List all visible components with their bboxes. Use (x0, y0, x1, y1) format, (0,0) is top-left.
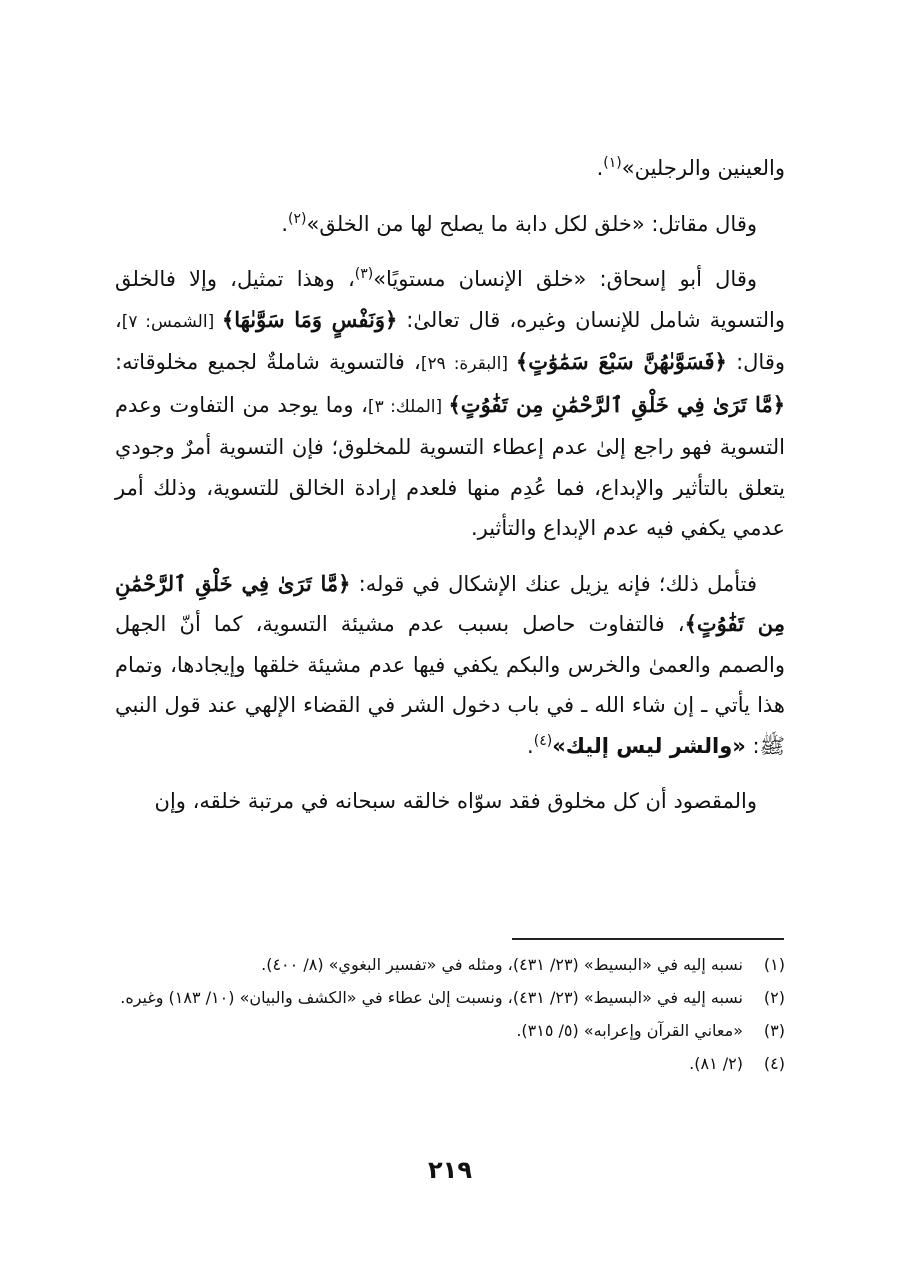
footnote-marker-1: (١) (603, 155, 622, 171)
footnote-marker-2: (٢) (288, 210, 307, 227)
footnotes (115, 948, 785, 1080)
footnote-divider (512, 938, 784, 940)
footnote-number: (٣) (763, 1021, 785, 1040)
quran-verse: ﴿وَنَفْسٍ وَمَا سَوَّىٰهَا﴾ (221, 306, 398, 332)
footnote-number: (٢) (763, 988, 785, 1007)
paragraph-4: فتأمل ذلك؛ فإنه يزيل عنك الإشكال في قوله: ﴿مَّا تَرَىٰ فِي خَلْقِ ٱلرَّحْمَٰنِ مِن تَفَٰوُتٍ﴾، فالتفاوت حاصل بسبب عدم مشيئة التسوية، كما أنّ الجهل والصمم والعمىٰ والخرس والبكم يكفي فيها عدم مشيئة خلقها وإيجادها، وتمام هذا يأتي ـ إن شاء الله ـ في باب دخول الشر في القضاء الإلهي عند قول النبي ﷺ: «والشر ليس إليك»$^{(٤)}$. (115, 570, 786, 758)
hadith-quote: «والشر ليس إليك» (552, 733, 746, 758)
footnote-marker-3: (٣) (354, 266, 374, 282)
verse-reference: [البقرة: ٢٩] (420, 354, 516, 374)
main-text (115, 148, 785, 837)
paragraph-5: والمقصود أن كل مخلوق فقد سوّاه خالقه سبحانه في مرتبة خلقه، وإن (154, 789, 757, 813)
quran-verse: ﴿فَسَوَّىٰهُنَّ سَبْعَ سَمَٰوَٰتٍ﴾ (515, 349, 727, 374)
footnote-text: نسبه إليه في «البسيط» (٢٣/ ٤٣١)، ومثله في «تفسير البغوي» (٨/ ٤٠٠). (261, 955, 743, 974)
footnote-text: نسبه إليه في «البسيط» (٢٣/ ٤٣١)، ونسبت إلىٰ عطاء في «الكشف والبيان» (١٠/ ١٨٣) وغيره. (120, 988, 743, 1007)
footnote-item (115, 1014, 785, 1047)
footnote-item (115, 1047, 785, 1080)
footnote-number: (١) (763, 955, 785, 974)
footnote-number: (٤) (763, 1054, 785, 1073)
footnote-marker-4: (٤) (533, 732, 553, 749)
quran-verse: ﴿مَّا تَرَىٰ فِي خَلْقِ ٱلرَّحْمَٰنِ مِن تَفَٰوُتٍ﴾ (115, 570, 786, 636)
footnote-item (115, 981, 785, 1014)
quran-verse: ﴿مَّا تَرَىٰ فِي خَلْقِ ٱلرَّحْمَٰنِ مِن تَفَٰوُتٍ﴾ (448, 391, 786, 417)
paragraph-1: والعينين والرجلين»$^{(١)}$. (596, 155, 785, 180)
paragraph-3: وقال أبو إسحاق: «خلق الإنسان مستويًا»$^{(٣)}$، وهذا تمثيل، وإلا فالخلق والتسوية شامل للإنسان وغيره، قال تعالىٰ: ﴿وَنَفْسٍ وَمَا سَوَّىٰهَا﴾ [الشمس: ٧]، وقال: ﴿فَسَوَّىٰهُنَّ سَبْعَ سَمَٰوَٰتٍ﴾ [البقرة: ٢٩]، فالتسوية شاملةٌ لجميع مخلوقاته: ﴿مَّا تَرَىٰ فِي خَلْقِ ٱلرَّحْمَٰنِ مِن تَفَٰوُتٍ﴾ [الملك: ٣]، وما يوجد من التفاوت وعدم التسوية فهو راجع إلىٰ عدم إعطاء التسوية للمخلوق؛ فإن التسوية أمرٌ وجودي يتعلق بالتأثير والإبداع، فما عُدِم منها فلعدم إرادة الخالق للتسوية، وذلك أمر عدمي يكفي فيه عدم الإبداع والتأثير. (115, 266, 786, 540)
footnote-item (115, 948, 785, 981)
footnote-text: «معاني القرآن وإعرابه» (٥/ ٣١٥). (516, 1021, 743, 1040)
footnote-text: (٢/ ٨١). (689, 1054, 743, 1073)
verse-reference: [الشمس: ٧] (121, 311, 222, 332)
verse-reference: [الملك: ٣] (367, 396, 449, 417)
page-number: ٢١٩ (428, 1156, 472, 1184)
paragraph-2: وقال مقاتل: «خلق لكل دابة ما يصلح لها من الخلق»$^{(٢)}$. (281, 210, 757, 236)
